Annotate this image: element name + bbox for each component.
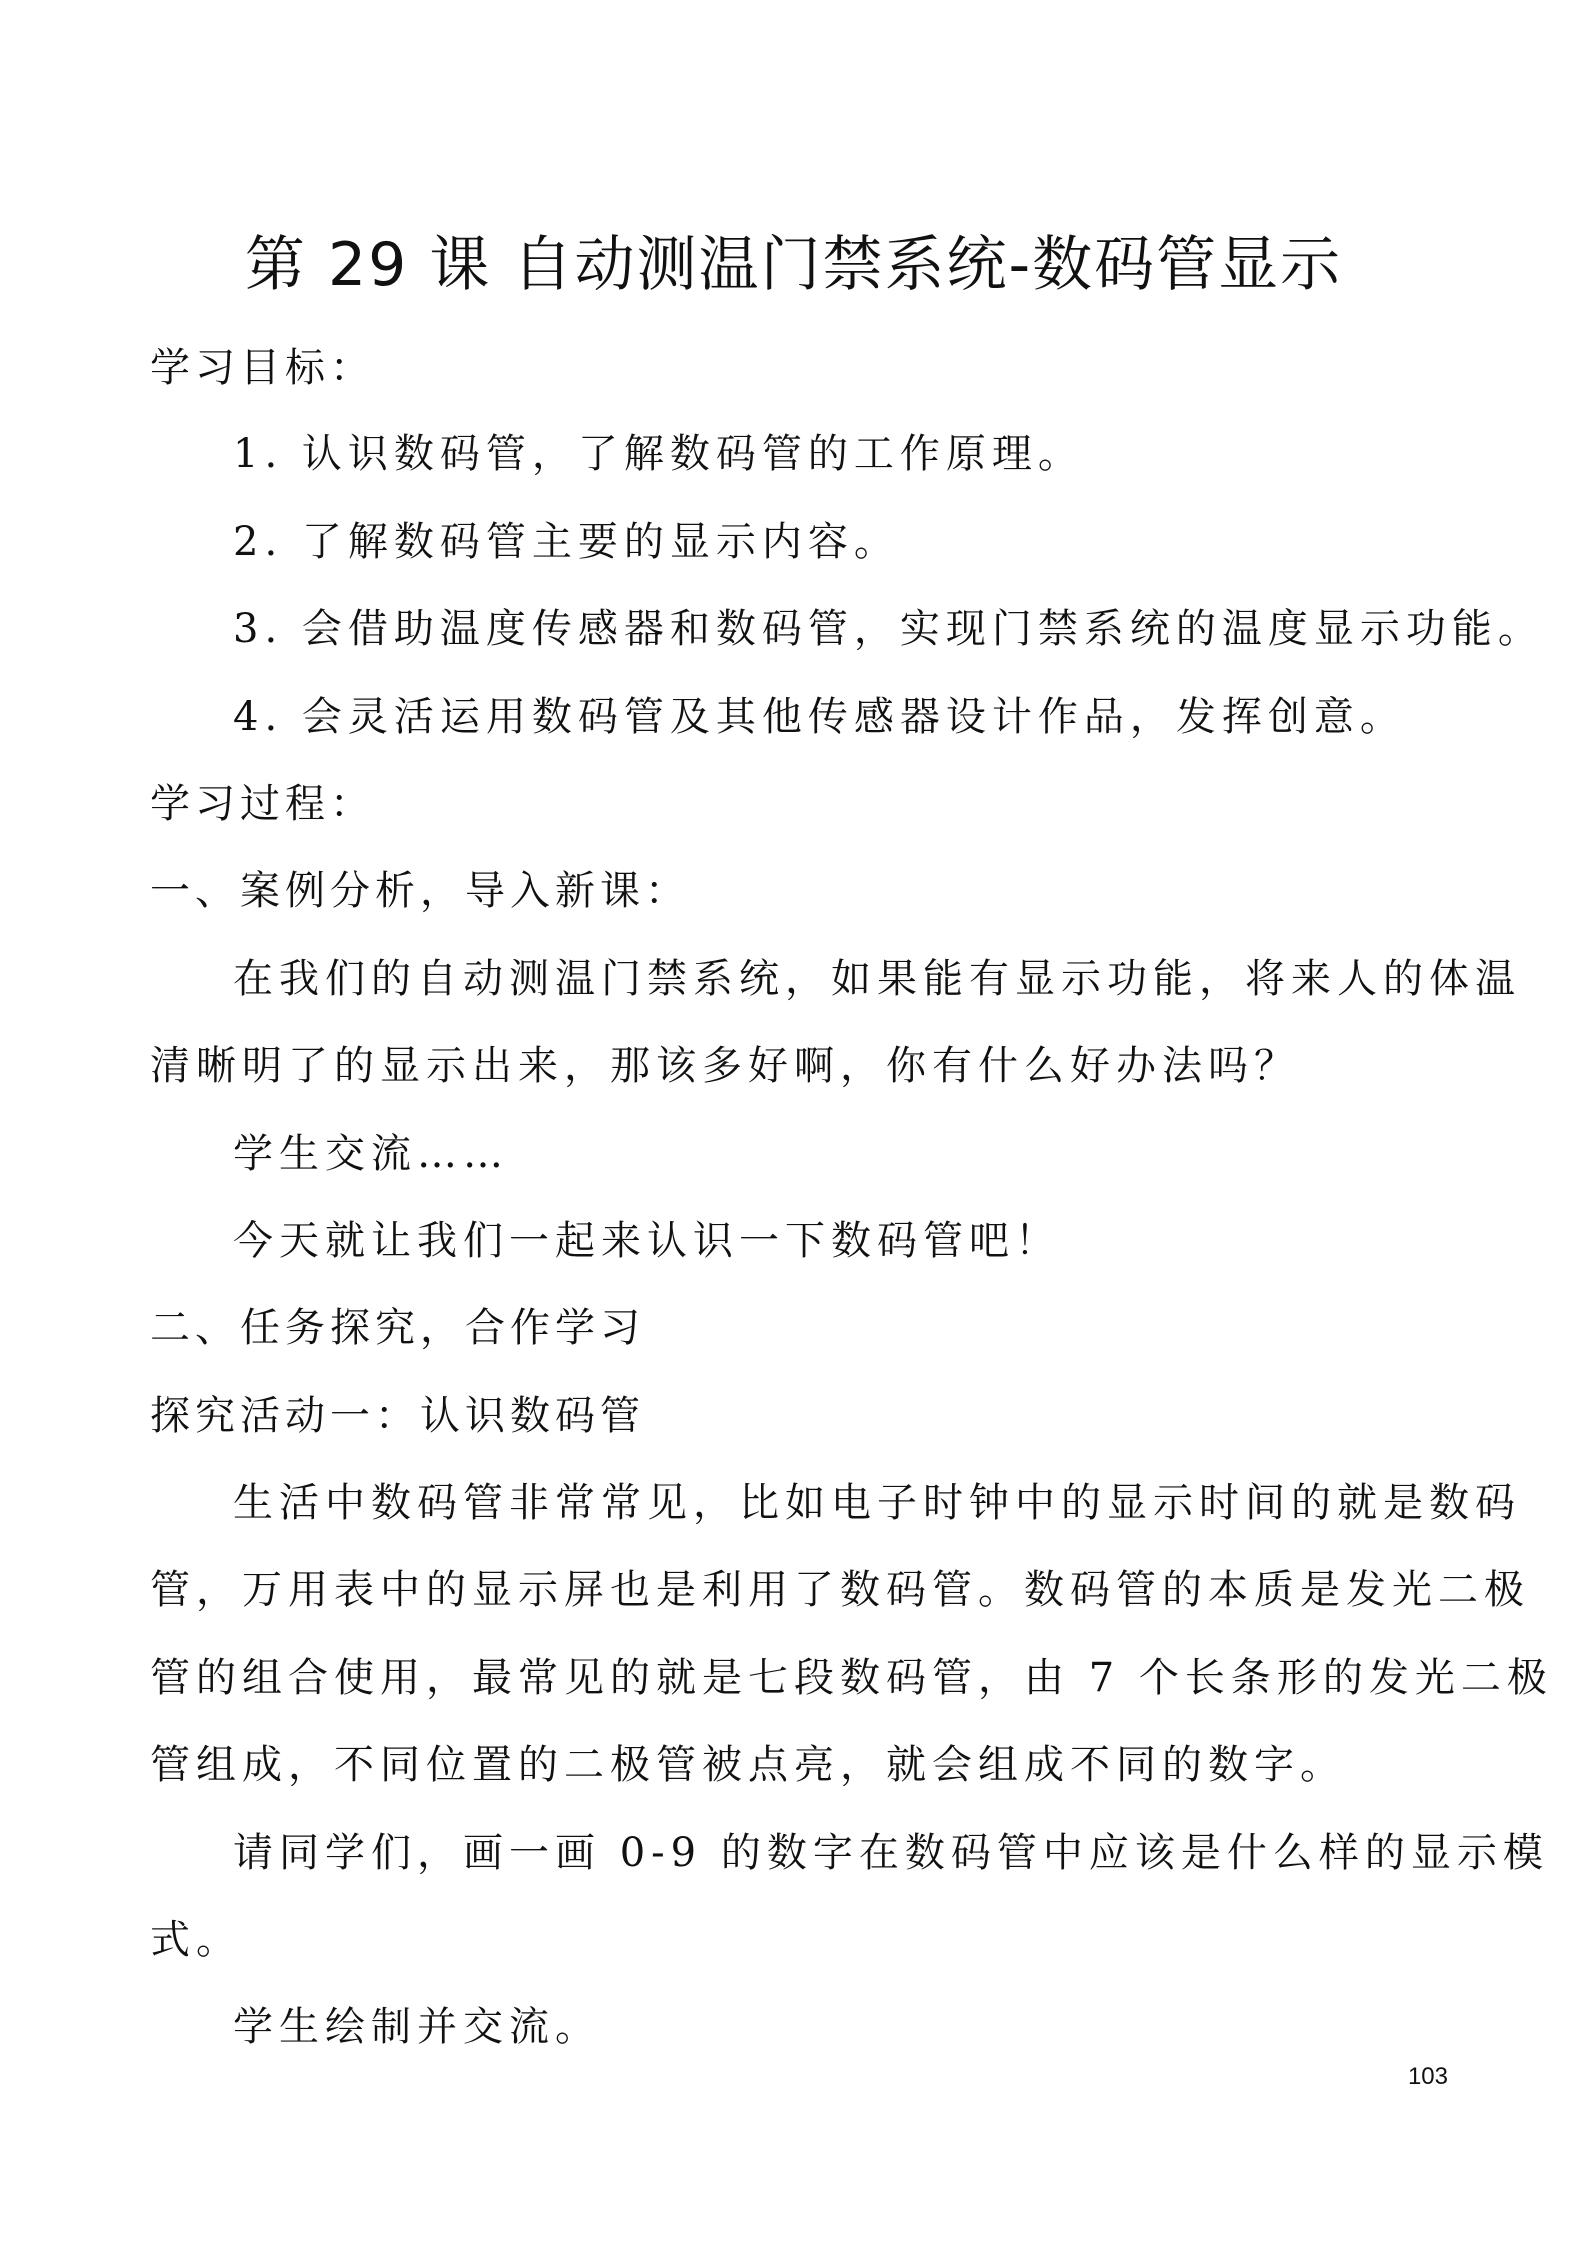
- activity1-heading: 探究活动一：认识数码管: [150, 1393, 645, 1439]
- activity1-paragraph-line: 生活中数码管非常常见，比如电子时钟中的显示时间的就是数码: [233, 1480, 1521, 1526]
- activity1-student-draw: 学生绘制并交流。: [233, 2004, 601, 2050]
- section2-heading: 二、任务探究，合作学习: [150, 1305, 645, 1351]
- activity1-paragraph-line: 管，万用表中的显示屏也是利用了数码管。数码管的本质是发光二极: [150, 1567, 1530, 1613]
- activity1-task-line: 请同学们，画一画 0-9 的数字在数码管中应该是什么样的显示模: [233, 1830, 1549, 1876]
- objective-item: 2. 了解数码管主要的显示内容。: [233, 519, 900, 565]
- section1-paragraph-line: 在我们的自动测温门禁系统，如果能有显示功能，将来人的体温: [233, 956, 1521, 1002]
- objectives-heading: 学习目标：: [150, 345, 375, 391]
- section1-intro: 今天就让我们一起来认识一下数码管吧！: [233, 1218, 1061, 1264]
- section1-heading: 一、案例分析，导入新课：: [150, 868, 690, 914]
- activity1-paragraph-line: 管的组合使用，最常见的就是七段数码管，由 7 个长条形的发光二极: [150, 1655, 1553, 1701]
- lesson-title: 第 29 课 自动测温门禁系统-数码管显示: [244, 230, 1343, 300]
- section1-paragraph-line: 清晰明了的显示出来，那该多好啊，你有什么好办法吗？: [150, 1043, 1300, 1089]
- activity1-paragraph-line: 管组成，不同位置的二极管被点亮，就会组成不同的数字。: [150, 1742, 1346, 1788]
- page-number: 103: [1407, 2063, 1448, 2090]
- activity1-task-line: 式。: [150, 1917, 242, 1963]
- objective-item: 1. 认识数码管，了解数码管的工作原理。: [233, 431, 1084, 477]
- process-heading: 学习过程：: [150, 781, 375, 827]
- objective-item: 4. 会灵活运用数码管及其他传感器设计作品，发挥创意。: [233, 694, 1406, 740]
- student-exchange: 学生交流……: [233, 1131, 509, 1177]
- objective-item: 3. 会借助温度传感器和数码管，实现门禁系统的温度显示功能。: [233, 606, 1544, 652]
